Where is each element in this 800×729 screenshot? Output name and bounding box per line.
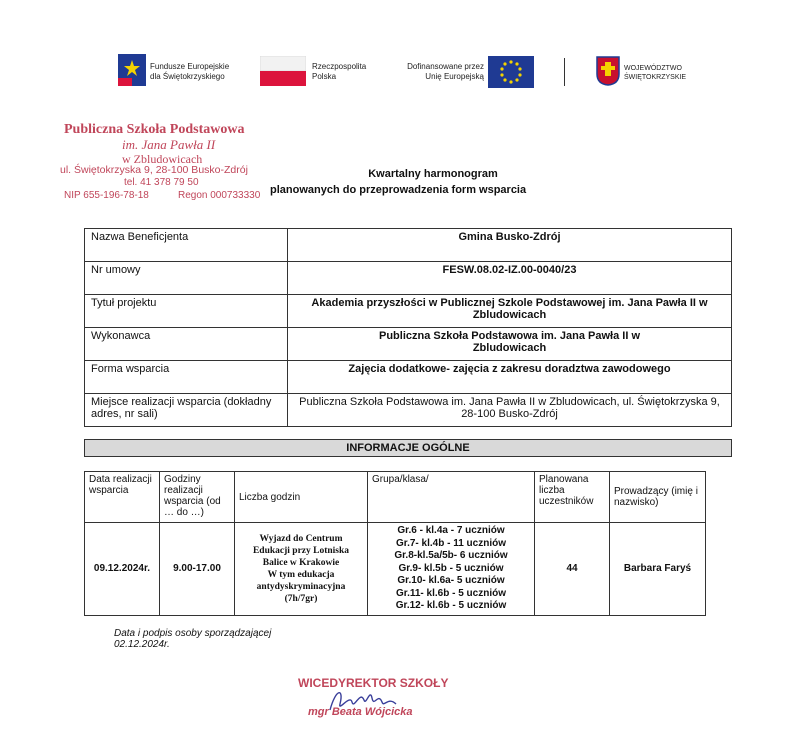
count-line: W tym edukacja <box>267 569 335 580</box>
row-label: Nazwa Beneficjenta <box>85 229 288 262</box>
table-header-row <box>85 472 706 523</box>
table-row <box>85 523 706 616</box>
logo-divider <box>564 58 565 86</box>
coat-of-arms-icon <box>596 56 620 86</box>
ue-line2: Unię Europejską <box>425 72 484 81</box>
fe-line2: dla Świętokrzyskiego <box>150 72 225 81</box>
row-label: Miejsce realizacji wsparcia (dokładny adres, nr sali) <box>85 394 288 427</box>
ue-logo <box>394 50 544 90</box>
signature-name: mgr Beata Wójcicka <box>308 706 413 718</box>
row-value: FESW.08.02-IZ.00-0040/23 <box>288 262 732 295</box>
signature-title: WICEDYREKTOR SZKOŁY <box>298 676 449 690</box>
stamp-line1: Publiczna Szkoła Podstawowa <box>64 122 245 137</box>
group-line: Gr.6 - kl.4a - 7 uczniów <box>397 525 505 536</box>
wojewodztwo-logo <box>596 50 706 90</box>
stamp-line5: tel. 41 378 79 50 <box>124 177 199 188</box>
col-header-count: Liczba godzin <box>235 472 368 523</box>
ue-line1: Dofinansowane przez <box>407 62 484 71</box>
title-line1: Kwartalny harmonogram <box>368 168 498 180</box>
row-value: Zajęcia dodatkowe- zajęcia z zakresu doradztwa zawodowego <box>288 361 732 394</box>
row-label: Tytuł projektu <box>85 295 288 328</box>
table-row <box>85 328 732 361</box>
logos-bar <box>118 50 698 96</box>
cell-count <box>235 523 368 616</box>
fe-star-icon <box>118 54 146 86</box>
table-row <box>85 229 732 262</box>
rp-line2: Polska <box>312 72 337 81</box>
group-line: Gr.10- kl.6a- 5 uczniów <box>397 575 505 586</box>
group-line: Gr.8-kl.5a/5b- 6 uczniów <box>394 550 508 561</box>
schedule-table <box>84 471 706 616</box>
row-value: Gmina Busko-Zdrój <box>288 229 732 262</box>
stamp-regon: Regon 000733330 <box>178 190 261 201</box>
count-line: (7h/7gr) <box>284 593 318 604</box>
table-row <box>85 262 732 295</box>
fe-line1: Fundusze Europejskie <box>150 62 230 71</box>
count-line: Wyjazd do Centrum <box>259 533 343 544</box>
stamp-nip: NIP 655-196-78-18 <box>64 190 149 201</box>
table-row <box>85 361 732 394</box>
stamp-line2: im. Jana Pawła II <box>122 137 216 152</box>
cell-hours: 9.00-17.00 <box>160 523 235 616</box>
sign-block <box>114 628 271 650</box>
project-info-table <box>84 228 732 427</box>
row-label: Forma wsparcia <box>85 361 288 394</box>
count-line: antydyskryminacyjna <box>256 581 346 592</box>
table-row <box>85 394 732 427</box>
section-header: INFORMACJE OGÓLNE <box>84 439 732 457</box>
document-title <box>270 168 570 196</box>
col-header-participants: Planowana liczba uczestników <box>535 472 610 523</box>
col-header-date: Data realizacji wsparcia <box>85 472 160 523</box>
fundusze-europejskie-logo <box>118 50 238 90</box>
col-header-group: Grupa/klasa/ <box>368 472 535 523</box>
school-stamp <box>60 122 290 206</box>
sign-label: Data i podpis osoby sporządzającej <box>114 628 272 639</box>
sign-date: 02.12.2024r. <box>114 639 170 650</box>
stamp-line3: w Zbludowicach <box>122 152 203 166</box>
group-line: Gr.7- kl.4b - 11 uczniów <box>395 537 507 549</box>
cell-participants: 44 <box>535 523 610 616</box>
group-line: Gr.12- kl.6b - 5 uczniów <box>395 600 507 611</box>
handwritten-signature-icon <box>326 684 406 718</box>
stamp-line4: ul. Świętokrzyska 9, 28-100 Busko-Zdrój <box>60 164 248 176</box>
group-line: Gr.9- kl.5b - 5 uczniów <box>398 562 504 574</box>
ws-line1: WOJEWÓDZTWO <box>624 65 682 72</box>
row-label: Wykonawca <box>85 328 288 361</box>
cell-leader: Barbara Faryś <box>610 523 706 616</box>
row-value: Publiczna Szkoła Podstawowa im. Jana Pawła II w Zbludowicach, ul. Świętokrzyska 9, 28-100 Busko-Zdrój <box>288 394 732 427</box>
row-value: Akademia przyszłości w Publicznej Szkole Podstawowej im. Jana Pawła II w Zbludowicach <box>288 295 732 328</box>
eu-flag-icon <box>488 56 534 88</box>
rzeczpospolita-logo <box>260 50 380 90</box>
row-label: Nr umowy <box>85 262 288 295</box>
cell-date: 09.12.2024r. <box>85 523 160 616</box>
count-line: Balice w Krakowie <box>262 557 340 568</box>
rp-line1: Rzeczpospolita <box>312 62 367 71</box>
group-line: Gr.11- kl.6b - 5 uczniów <box>395 587 507 599</box>
cell-groups <box>368 523 535 616</box>
count-line: Edukacji przy Lotniska <box>252 545 350 556</box>
col-header-leader: Prowadzący (imię i nazwisko) <box>610 472 706 523</box>
table-row <box>85 295 732 328</box>
title-line2: planowanych do przeprowadzenia form wsparcia <box>270 184 527 196</box>
col-header-hours: Godziny realizacji wsparcia (od … do …) <box>160 472 235 523</box>
ws-line2: ŚWIĘTOKRZYSKIE <box>624 74 687 81</box>
signature-stamp <box>296 676 466 724</box>
poland-flag-icon <box>260 56 306 86</box>
row-value: Publiczna Szkoła Podstawowa im. Jana Pawła II w Zbludowicach <box>288 328 732 361</box>
